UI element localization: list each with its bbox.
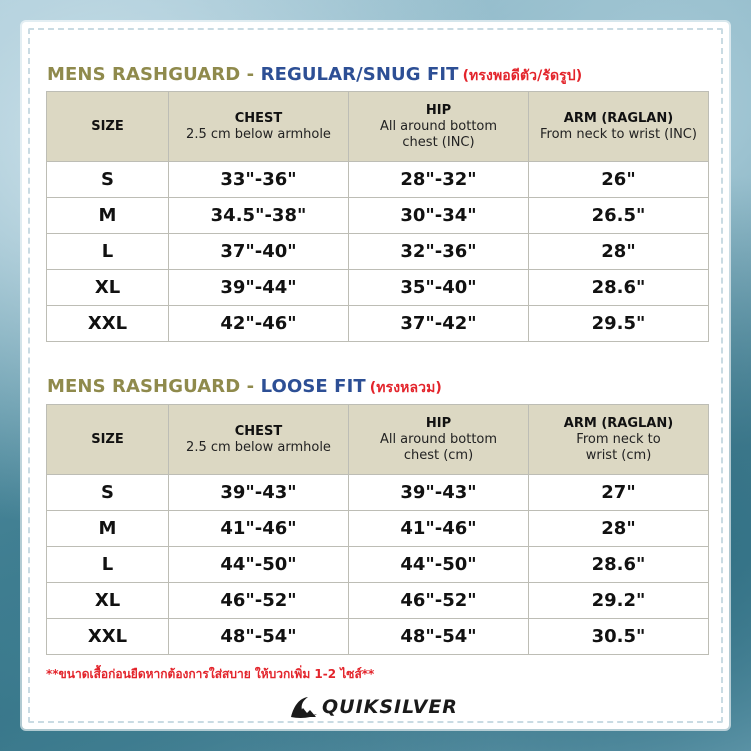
chest-cell: 39"-44" xyxy=(169,270,349,306)
regular-title-product: MENS RASHGUARD xyxy=(47,64,241,85)
size-cell: XL xyxy=(47,583,169,619)
hip-cell: 37"-42" xyxy=(349,306,529,342)
hip-cell: 32"-36" xyxy=(349,234,529,270)
regular-fit-table xyxy=(46,91,709,342)
size-cell: L xyxy=(47,234,169,270)
arm-cell: 29.5" xyxy=(529,306,709,342)
chest-cell: 39"-43" xyxy=(169,475,349,511)
regular-header-chest: CHEST 2.5 cm below armhole xyxy=(169,92,349,162)
chest-cell: 33"-36" xyxy=(169,162,349,198)
table-row xyxy=(47,619,709,655)
arm-cell: 28" xyxy=(529,234,709,270)
chest-cell: 48"-54" xyxy=(169,619,349,655)
table-row xyxy=(47,234,709,270)
arm-cell: 26.5" xyxy=(529,198,709,234)
regular-fit-title xyxy=(47,64,582,87)
regular-header-hip: HIP All around bottom chest (INC) xyxy=(349,92,529,162)
table-row xyxy=(47,475,709,511)
chest-cell: 44"-50" xyxy=(169,547,349,583)
table-row xyxy=(47,547,709,583)
loose-title-separator: - xyxy=(240,376,261,397)
hip-cell: 48"-54" xyxy=(349,619,529,655)
hip-cell: 44"-50" xyxy=(349,547,529,583)
arm-cell: 26" xyxy=(529,162,709,198)
chest-cell: 34.5"-38" xyxy=(169,198,349,234)
size-cell: XL xyxy=(47,270,169,306)
loose-header-size: SIZE xyxy=(47,405,169,475)
size-cell: S xyxy=(47,475,169,511)
arm-cell: 28.6" xyxy=(529,547,709,583)
size-note: **ขนาดเสื้อก่อนยืดหากต้องการใส่สบาย ให้บวกเพิ่ม 1-2 ไซส์** xyxy=(46,667,375,681)
arm-cell: 27" xyxy=(529,475,709,511)
loose-header-hip: HIP All around bottom chest (cm) xyxy=(349,405,529,475)
size-cell: M xyxy=(47,198,169,234)
regular-title-fit: REGULAR/SNUG FIT xyxy=(260,64,459,85)
hip-cell: 28"-32" xyxy=(349,162,529,198)
size-cell: XXL xyxy=(47,619,169,655)
loose-title-product: MENS RASHGUARD xyxy=(47,376,241,397)
regular-title-separator: - xyxy=(240,64,261,85)
hip-cell: 46"-52" xyxy=(349,583,529,619)
hip-cell: 35"-40" xyxy=(349,270,529,306)
brand-name: QUIKSILVER xyxy=(322,696,458,718)
hip-cell: 39"-43" xyxy=(349,475,529,511)
chest-cell: 46"-52" xyxy=(169,583,349,619)
loose-title-fit: LOOSE FIT xyxy=(260,376,366,397)
table-row xyxy=(47,583,709,619)
table-row xyxy=(47,162,709,198)
regular-header-row xyxy=(47,92,709,162)
regular-header-size: SIZE xyxy=(47,92,169,162)
hip-cell: 30"-34" xyxy=(349,198,529,234)
arm-cell: 29.2" xyxy=(529,583,709,619)
arm-cell: 28.6" xyxy=(529,270,709,306)
size-cell: M xyxy=(47,511,169,547)
regular-title-thai: (ทรงพอดีตัว/รัดรูป) xyxy=(462,68,583,84)
loose-header-arm: ARM (RAGLAN) From neck to wrist (cm) xyxy=(529,405,709,475)
size-cell: S xyxy=(47,162,169,198)
arm-cell: 30.5" xyxy=(529,619,709,655)
loose-fit-table xyxy=(46,404,709,655)
loose-header-row xyxy=(47,405,709,475)
table-row xyxy=(47,306,709,342)
size-cell: L xyxy=(47,547,169,583)
size-cell: XXL xyxy=(47,306,169,342)
chest-cell: 37"-40" xyxy=(169,234,349,270)
table-row xyxy=(47,198,709,234)
loose-fit-title xyxy=(47,376,442,399)
chest-cell: 41"-46" xyxy=(169,511,349,547)
wave-mountain-icon xyxy=(290,695,318,719)
brand-logo xyxy=(290,694,480,720)
hip-cell: 41"-46" xyxy=(349,511,529,547)
loose-title-thai: (ทรงหลวม) xyxy=(369,380,442,396)
regular-header-arm: ARM (RAGLAN) From neck to wrist (INC) xyxy=(529,92,709,162)
table-row xyxy=(47,270,709,306)
table-row xyxy=(47,511,709,547)
loose-header-chest: CHEST 2.5 cm below armhole xyxy=(169,405,349,475)
chest-cell: 42"-46" xyxy=(169,306,349,342)
arm-cell: 28" xyxy=(529,511,709,547)
size-chart-card xyxy=(22,22,729,729)
